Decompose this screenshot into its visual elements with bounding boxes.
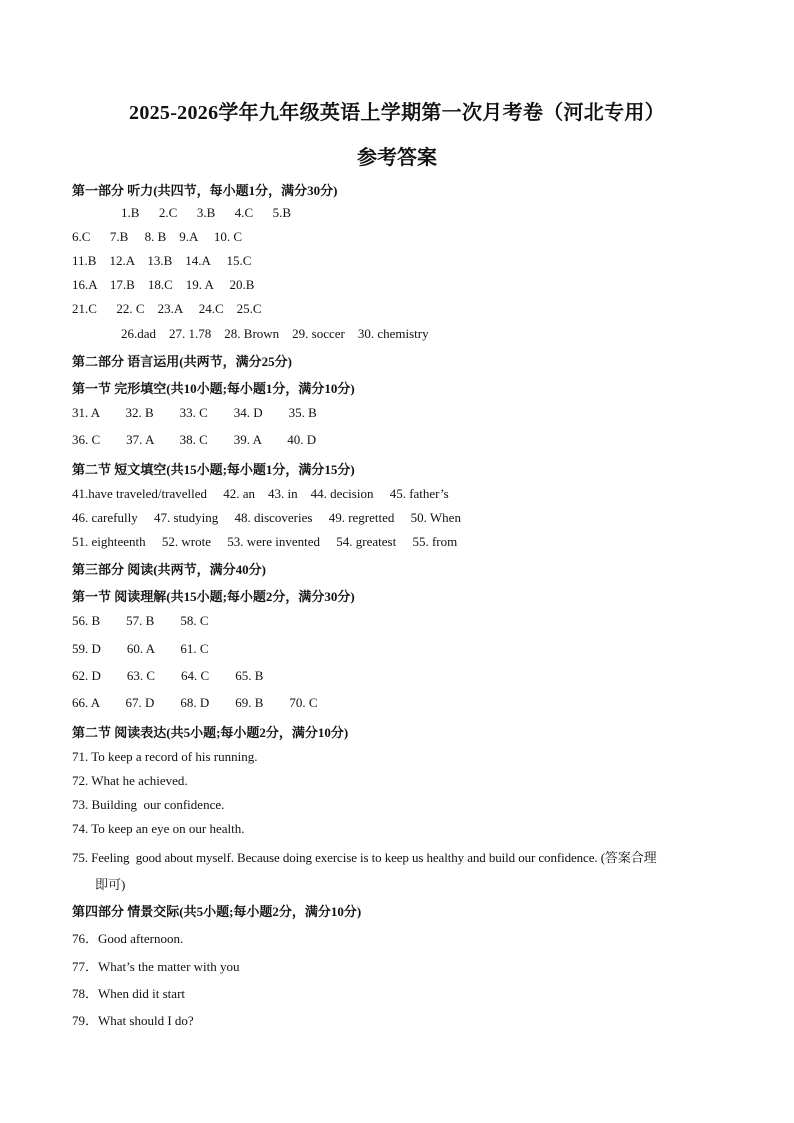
- answer-row: 16.A 17.B 18.C 19. A 20.B: [72, 277, 255, 292]
- answer-row: 72. What he achieved.: [72, 773, 188, 788]
- answer-row: 59. D 60. A 61. C: [72, 641, 209, 656]
- subsection-heading-comprehension: 第一节 阅读理解(共15小题;每小题2分，满分30分): [72, 589, 355, 604]
- answer-row: 46. carefully 47. studying 48. discoveries 49. regretted 50. When: [72, 510, 461, 525]
- answer-row: 6.C 7.B 8. B 9.A 10. C: [72, 229, 243, 244]
- answer-row: 71. To keep a record of his running.: [72, 749, 258, 764]
- section-heading-communication: 第四部分 情景交际(共5小题;每小题2分，满分10分): [72, 904, 362, 919]
- subsection-heading-cloze: 第一节 完形填空(共10小题;每小题1分，满分10分): [72, 381, 355, 396]
- answer-row: 26.dad 27. 1.78 28. Brown 29. soccer 30. chemistry: [121, 326, 429, 341]
- answer-row: 41.have traveled/travelled 42. an 43. in 44. decision 45. father’s: [72, 486, 449, 501]
- answer-row: 62. D 63. C 64. C 65. B: [72, 668, 264, 683]
- section-heading-listening: 第一部分 听力(共四节，每小题1分，满分30分): [72, 183, 338, 198]
- answer-row: 75. Feeling good about myself. Because doing exercise is to keep us healthy and build our confidence. (答案合理: [72, 850, 657, 865]
- page-subtitle: 参考答案: [357, 147, 437, 169]
- answer-row: 21.C 22. C 23.A 24.C 25.C: [72, 301, 262, 316]
- section-heading-reading: 第三部分 阅读(共两节，满分40分): [72, 562, 266, 577]
- answer-row: 74. To keep an eye on our health.: [72, 821, 245, 836]
- answer-row: 66. A 67. D 68. D 69. B 70. C: [72, 695, 318, 710]
- answer-row-continued: 即可): [95, 877, 126, 892]
- answer-row: 36. C 37. A 38. C 39. A 40. D: [72, 432, 317, 447]
- answer-row: 76．Good afternoon.: [72, 931, 184, 946]
- subsection-heading-expression: 第二节 阅读表达(共5小题;每小题2分，满分10分): [72, 725, 349, 740]
- answer-row: 56. B 57. B 58. C: [72, 613, 209, 628]
- answer-row: 1.B 2.C 3.B 4.C 5.B: [121, 205, 292, 220]
- answer-row: 77．What’s the matter with you: [72, 959, 240, 974]
- answer-row: 11.B 12.A 13.B 14.A 15.C: [72, 253, 252, 268]
- section-heading-language: 第二部分 语言运用(共两节，满分25分): [72, 354, 292, 369]
- answer-row: 79．What should I do?: [72, 1013, 194, 1028]
- answer-row: 73. Building our confidence.: [72, 797, 225, 812]
- answer-row: 51. eighteenth 52. wrote 53. were invented 54. greatest 55. from: [72, 534, 458, 549]
- answer-row: 78．When did it start: [72, 986, 186, 1001]
- answer-row: 31. A 32. B 33. C 34. D 35. B: [72, 405, 317, 420]
- page-title: 2025-2026学年九年级英语上学期第一次月考卷（河北专用）: [129, 102, 665, 124]
- subsection-heading-fill-blank: 第二节 短文填空(共15小题;每小题1分，满分15分): [72, 462, 355, 477]
